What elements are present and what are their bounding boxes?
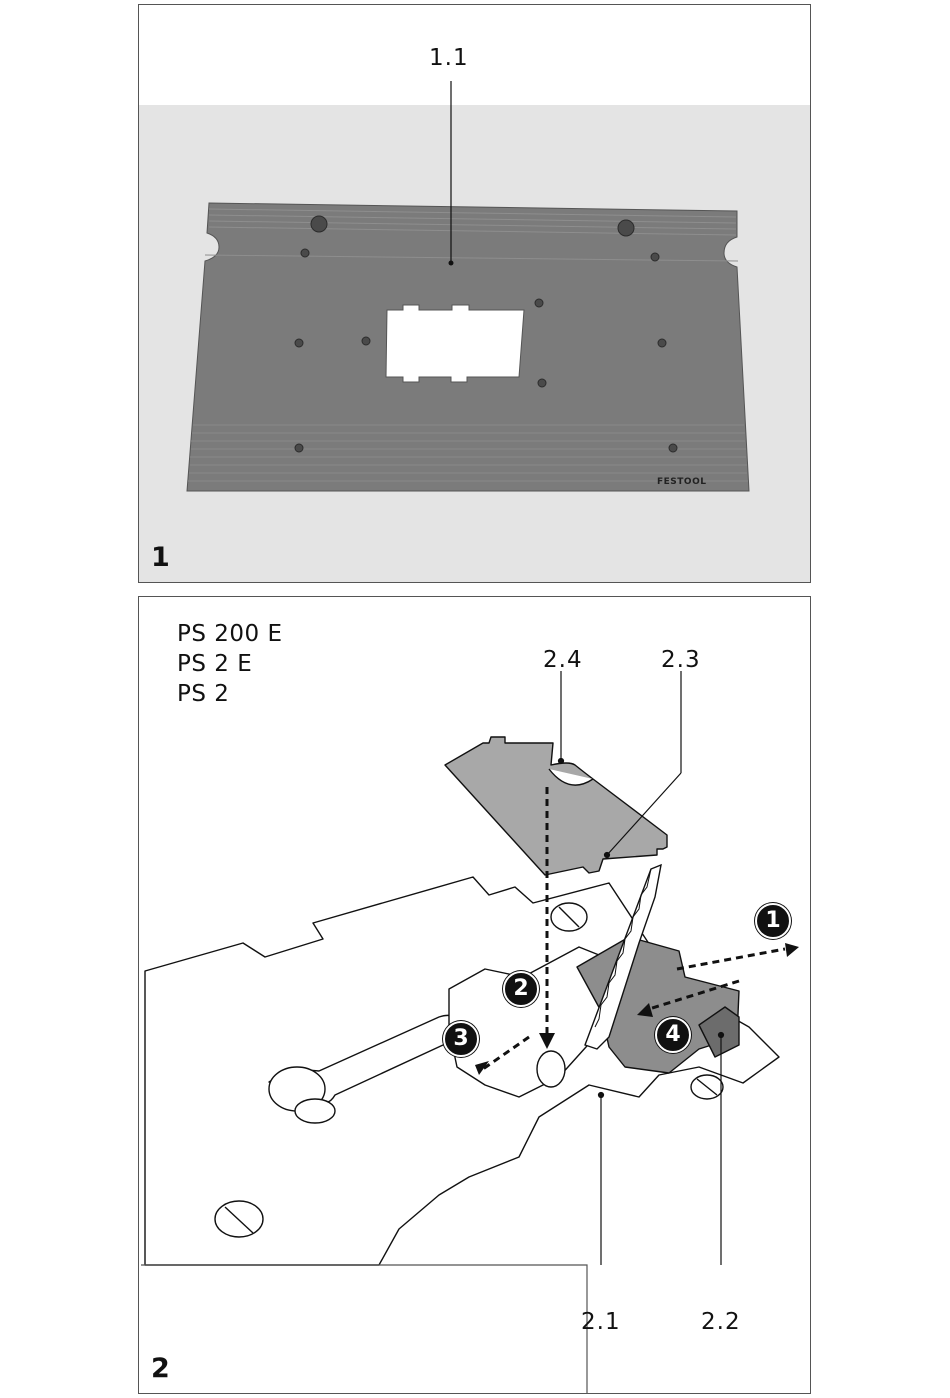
lower-screw	[215, 1201, 263, 1237]
step-4-marker: 4	[655, 1017, 691, 1053]
carriage-bore	[537, 1051, 565, 1087]
figure-number-1: 1	[151, 542, 170, 573]
callout-1-1: 1.1	[429, 45, 469, 71]
callout-2-4: 2.4	[543, 647, 583, 673]
model-label-ps2e: PS 2 E	[177, 651, 253, 677]
model-label-ps200e: PS 200 E	[177, 621, 283, 647]
figure-number-2: 2	[151, 1353, 170, 1384]
step-1-marker: 1	[755, 903, 791, 939]
callout-2-2: 2.2	[701, 1309, 741, 1335]
center-opening	[386, 305, 524, 382]
model-label-ps2: PS 2	[177, 681, 230, 707]
arrow-1-path	[677, 949, 785, 969]
brand-logo: FESTOOL	[657, 477, 707, 487]
callout-2-3: 2.3	[661, 647, 701, 673]
base-plate-photo	[139, 5, 812, 584]
step-2-marker: 2	[503, 971, 539, 1007]
splinter-guard-insert	[445, 737, 667, 875]
figure-2-panel	[138, 596, 811, 1394]
figure-1-panel	[138, 4, 811, 583]
callout-2-1: 2.1	[581, 1309, 621, 1335]
step-3-marker: 3	[443, 1021, 479, 1057]
arrow-1-head	[785, 943, 799, 957]
splinter-guard-line-drawing	[139, 597, 812, 1395]
